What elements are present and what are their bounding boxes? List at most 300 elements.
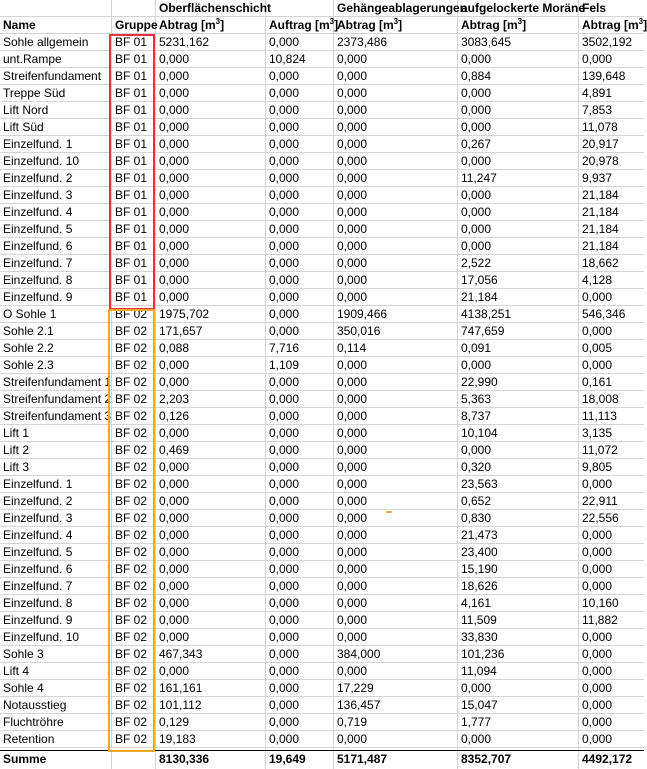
row-gruppe-cell[interactable]: BF 02 [115,341,148,355]
row-oberflaeche-auftrag-cell[interactable]: 0,000 [269,256,300,270]
row-name-cell[interactable]: Einzelfund. 9 [3,290,73,304]
row-gehaenge-abtrag-cell[interactable]: 0,000 [337,69,368,83]
header-oberflaechenschicht[interactable]: Oberflächenschicht [159,1,272,15]
row-gruppe-cell[interactable]: BF 02 [115,579,148,593]
row-oberflaeche-abtrag-cell[interactable]: 0,000 [159,545,190,559]
row-gehaenge-abtrag-cell[interactable]: 0,719 [337,715,368,729]
row-oberflaeche-auftrag-cell[interactable]: 0,000 [269,69,300,83]
row-fels-abtrag-cell[interactable]: 18,662 [582,256,619,270]
row-oberflaeche-abtrag-cell[interactable]: 0,000 [159,477,190,491]
row-fels-abtrag-cell[interactable]: 0,161 [582,375,613,389]
row-name-cell[interactable]: Einzelfund. 8 [3,596,73,610]
row-oberflaeche-auftrag-cell[interactable]: 1,109 [269,358,300,372]
row-oberflaeche-abtrag-cell[interactable]: 0,000 [159,239,190,253]
row-gruppe-cell[interactable]: BF 02 [115,477,148,491]
row-gehaenge-abtrag-cell[interactable]: 0,000 [337,103,368,117]
row-fels-abtrag-cell[interactable]: 3,135 [582,426,613,440]
row-gruppe-cell[interactable]: BF 02 [115,664,148,678]
row-moraene-abtrag-cell[interactable]: 0,884 [461,69,492,83]
row-name-cell[interactable]: Sohle 2.3 [3,358,54,372]
row-gruppe-cell[interactable]: BF 02 [115,443,148,457]
row-oberflaeche-abtrag-cell[interactable]: 0,000 [159,120,190,134]
row-oberflaeche-abtrag-cell[interactable]: 0,000 [159,426,190,440]
row-gruppe-cell[interactable]: BF 02 [115,647,148,661]
row-oberflaeche-abtrag-cell[interactable]: 0,000 [159,222,190,236]
row-gehaenge-abtrag-cell[interactable]: 384,000 [337,647,381,661]
row-gehaenge-abtrag-cell[interactable]: 0,000 [337,52,368,66]
row-gehaenge-abtrag-cell[interactable]: 0,000 [337,596,368,610]
row-oberflaeche-abtrag-cell[interactable]: 0,000 [159,494,190,508]
row-fels-abtrag-cell[interactable]: 21,184 [582,239,619,253]
row-oberflaeche-abtrag-cell[interactable]: 0,129 [159,715,190,729]
row-moraene-abtrag-cell[interactable]: 1,777 [461,715,492,729]
row-oberflaeche-abtrag-cell[interactable]: 0,000 [159,205,190,219]
row-fels-abtrag-cell[interactable]: 0,000 [582,290,613,304]
row-gehaenge-abtrag-cell[interactable]: 0,000 [337,443,368,457]
column-header-abtrag-gehaenge[interactable]: Abtrag $[m^3]$ [337,17,403,32]
row-oberflaeche-auftrag-cell[interactable]: 0,000 [269,443,300,457]
row-fels-abtrag-cell[interactable]: 0,000 [582,52,613,66]
row-oberflaeche-abtrag-cell[interactable]: 0,000 [159,256,190,270]
row-oberflaeche-abtrag-cell[interactable]: 0,000 [159,528,190,542]
row-moraene-abtrag-cell[interactable]: 0,000 [461,443,492,457]
row-fels-abtrag-cell[interactable]: 10,160 [582,596,619,610]
row-fels-abtrag-cell[interactable]: 0,000 [582,545,613,559]
row-oberflaeche-abtrag-cell[interactable]: 2,203 [159,392,190,406]
row-fels-abtrag-cell[interactable]: 0,000 [582,681,613,695]
row-oberflaeche-auftrag-cell[interactable]: 0,000 [269,494,300,508]
row-moraene-abtrag-cell[interactable]: 747,659 [461,324,505,338]
row-gruppe-cell[interactable]: BF 01 [115,205,148,219]
row-oberflaeche-abtrag-cell[interactable]: 1975,702 [159,307,210,321]
row-oberflaeche-abtrag-cell[interactable]: 0,000 [159,664,190,678]
row-gehaenge-abtrag-cell[interactable]: 350,016 [337,324,381,338]
row-oberflaeche-auftrag-cell[interactable]: 0,000 [269,545,300,559]
row-oberflaeche-abtrag-cell[interactable]: 0,000 [159,86,190,100]
row-oberflaeche-auftrag-cell[interactable]: 0,000 [269,681,300,695]
row-oberflaeche-abtrag-cell[interactable]: 171,657 [159,324,203,338]
row-gruppe-cell[interactable]: BF 02 [115,375,148,389]
row-name-cell[interactable]: unt.Rampe [3,52,62,66]
row-gruppe-cell[interactable]: BF 02 [115,562,148,576]
row-name-cell[interactable]: Einzelfund. 8 [3,273,73,287]
row-fels-abtrag-cell[interactable]: 21,184 [582,222,619,236]
row-gruppe-cell[interactable]: BF 02 [115,358,148,372]
row-oberflaeche-abtrag-cell[interactable]: 0,000 [159,579,190,593]
row-gehaenge-abtrag-cell[interactable]: 17,229 [337,681,374,695]
row-oberflaeche-abtrag-cell[interactable]: 0,000 [159,188,190,202]
row-fels-abtrag-cell[interactable]: 0,000 [582,664,613,678]
row-gruppe-cell[interactable]: BF 02 [115,392,148,406]
row-moraene-abtrag-cell[interactable]: 11,509 [461,613,497,627]
summary-gehaenge-abtrag[interactable]: 5171,487 [337,752,388,766]
row-fels-abtrag-cell[interactable]: 11,072 [582,443,618,457]
row-moraene-abtrag-cell[interactable]: 0,000 [461,358,492,372]
row-oberflaeche-abtrag-cell[interactable]: 0,000 [159,103,190,117]
row-oberflaeche-abtrag-cell[interactable]: 19,183 [159,732,196,746]
row-oberflaeche-auftrag-cell[interactable]: 0,000 [269,732,300,746]
row-moraene-abtrag-cell[interactable]: 0,000 [461,205,492,219]
row-gehaenge-abtrag-cell[interactable]: 0,000 [337,528,368,542]
row-gehaenge-abtrag-cell[interactable]: 0,000 [337,222,368,236]
row-name-cell[interactable]: Sohle 2.2 [3,341,54,355]
row-moraene-abtrag-cell[interactable]: 11,247 [461,171,497,185]
row-gruppe-cell[interactable]: BF 02 [115,324,148,338]
row-gruppe-cell[interactable]: BF 01 [115,137,148,151]
row-oberflaeche-auftrag-cell[interactable]: 0,000 [269,205,300,219]
row-fels-abtrag-cell[interactable]: 546,346 [582,307,626,321]
row-gruppe-cell[interactable]: BF 02 [115,698,148,712]
row-gruppe-cell[interactable]: BF 02 [115,460,148,474]
row-moraene-abtrag-cell[interactable]: 11,094 [461,664,497,678]
row-fels-abtrag-cell[interactable]: 0,000 [582,698,613,712]
header-moraene[interactable]: aufgelockerte Moräne [461,1,586,15]
row-name-cell[interactable]: O Sohle 1 [3,307,57,321]
row-name-cell[interactable]: Sohle 4 [3,681,44,695]
row-oberflaeche-auftrag-cell[interactable]: 0,000 [269,86,300,100]
row-oberflaeche-auftrag-cell[interactable]: 0,000 [269,103,300,117]
row-oberflaeche-auftrag-cell[interactable]: 0,000 [269,647,300,661]
row-name-cell[interactable]: Einzelfund. 7 [3,579,73,593]
row-oberflaeche-auftrag-cell[interactable]: 0,000 [269,698,300,712]
row-gruppe-cell[interactable]: BF 01 [115,273,148,287]
row-moraene-abtrag-cell[interactable]: 0,000 [461,222,492,236]
row-gruppe-cell[interactable]: BF 02 [115,613,148,627]
row-moraene-abtrag-cell[interactable]: 3083,645 [461,35,512,49]
row-name-cell[interactable]: Sohle 3 [3,647,44,661]
row-fels-abtrag-cell[interactable]: 11,113 [582,409,617,423]
row-moraene-abtrag-cell[interactable]: 23,563 [461,477,498,491]
row-oberflaeche-auftrag-cell[interactable]: 0,000 [269,477,300,491]
row-fels-abtrag-cell[interactable]: 9,805 [582,460,613,474]
row-gruppe-cell[interactable]: BF 01 [115,154,148,168]
row-moraene-abtrag-cell[interactable]: 15,190 [461,562,498,576]
row-name-cell[interactable]: Einzelfund. 5 [3,222,73,236]
row-oberflaeche-auftrag-cell[interactable]: 0,000 [269,35,300,49]
row-oberflaeche-auftrag-cell[interactable]: 0,000 [269,222,300,236]
summary-oberflaeche-abtrag[interactable]: 8130,336 [159,752,210,766]
row-gehaenge-abtrag-cell[interactable]: 0,000 [337,409,368,423]
row-moraene-abtrag-cell[interactable]: 21,184 [461,290,498,304]
row-gruppe-cell[interactable]: BF 01 [115,52,148,66]
row-name-cell[interactable]: Streifenfundament [3,69,102,83]
row-name-cell[interactable]: Retention [3,732,55,746]
row-name-cell[interactable]: Einzelfund. 10 [3,630,80,644]
row-fels-abtrag-cell[interactable]: 3502,192 [582,35,633,49]
row-gruppe-cell[interactable]: BF 02 [115,409,148,423]
row-oberflaeche-abtrag-cell[interactable]: 0,000 [159,375,190,389]
row-fels-abtrag-cell[interactable]: 11,882 [582,613,618,627]
row-name-cell[interactable]: Einzelfund. 4 [3,528,73,542]
row-oberflaeche-auftrag-cell[interactable]: 0,000 [269,273,300,287]
row-moraene-abtrag-cell[interactable]: 0,000 [461,239,492,253]
row-gehaenge-abtrag-cell[interactable]: 0,000 [337,358,368,372]
row-oberflaeche-auftrag-cell[interactable]: 0,000 [269,392,300,406]
row-gruppe-cell[interactable]: BF 02 [115,681,148,695]
column-header-abtrag-oberflaeche[interactable]: Abtrag $[m^3]$ [159,17,225,32]
row-gehaenge-abtrag-cell[interactable]: 0,000 [337,154,368,168]
row-oberflaeche-auftrag-cell[interactable]: 10,824 [269,52,306,66]
row-fels-abtrag-cell[interactable]: 0,000 [582,358,613,372]
row-fels-abtrag-cell[interactable]: 0,000 [582,528,613,542]
row-oberflaeche-auftrag-cell[interactable]: 0,000 [269,154,300,168]
row-oberflaeche-abtrag-cell[interactable]: 0,000 [159,290,190,304]
row-fels-abtrag-cell[interactable]: 11,078 [582,120,618,134]
row-moraene-abtrag-cell[interactable]: 33,830 [461,630,498,644]
row-gehaenge-abtrag-cell[interactable]: 0,000 [337,86,368,100]
row-oberflaeche-abtrag-cell[interactable]: 0,088 [159,341,190,355]
summary-moraene-abtrag[interactable]: 8352,707 [461,752,512,766]
row-name-cell[interactable]: Einzelfund. 9 [3,613,73,627]
row-oberflaeche-auftrag-cell[interactable]: 0,000 [269,630,300,644]
row-gruppe-cell[interactable]: BF 01 [115,222,148,236]
row-moraene-abtrag-cell[interactable]: 23,400 [461,545,498,559]
summary-fels-abtrag[interactable]: 4492,172 [582,752,633,766]
row-gehaenge-abtrag-cell[interactable]: 0,000 [337,511,368,525]
row-oberflaeche-abtrag-cell[interactable]: 0,000 [159,460,190,474]
row-moraene-abtrag-cell[interactable]: 101,236 [461,647,505,661]
row-fels-abtrag-cell[interactable]: 18,008 [582,392,619,406]
row-oberflaeche-abtrag-cell[interactable]: 0,126 [159,409,190,423]
row-gruppe-cell[interactable]: BF 01 [115,290,148,304]
row-gehaenge-abtrag-cell[interactable]: 0,000 [337,732,368,746]
row-gehaenge-abtrag-cell[interactable]: 0,000 [337,205,368,219]
row-oberflaeche-abtrag-cell[interactable]: 467,343 [159,647,203,661]
row-oberflaeche-auftrag-cell[interactable]: 0,000 [269,324,300,338]
row-gehaenge-abtrag-cell[interactable]: 2373,486 [337,35,388,49]
row-gehaenge-abtrag-cell[interactable]: 0,114 [337,341,367,355]
row-gruppe-cell[interactable]: BF 02 [115,715,148,729]
row-gruppe-cell[interactable]: BF 01 [115,69,148,83]
row-moraene-abtrag-cell[interactable]: 0,267 [461,137,492,151]
row-fels-abtrag-cell[interactable]: 0,000 [582,732,613,746]
row-name-cell[interactable]: Fluchtröhre [3,715,64,729]
row-name-cell[interactable]: Einzelfund. 4 [3,205,73,219]
row-moraene-abtrag-cell[interactable]: 0,000 [461,86,492,100]
row-oberflaeche-abtrag-cell[interactable]: 0,000 [159,137,190,151]
row-fels-abtrag-cell[interactable]: 0,000 [582,324,613,338]
row-gehaenge-abtrag-cell[interactable]: 1909,466 [337,307,388,321]
row-oberflaeche-abtrag-cell[interactable]: 0,000 [159,273,190,287]
row-fels-abtrag-cell[interactable]: 22,556 [582,511,619,525]
row-gehaenge-abtrag-cell[interactable]: 0,000 [337,664,368,678]
row-fels-abtrag-cell[interactable]: 21,184 [582,188,619,202]
row-gruppe-cell[interactable]: BF 02 [115,630,148,644]
row-oberflaeche-auftrag-cell[interactable]: 0,000 [269,596,300,610]
row-moraene-abtrag-cell[interactable]: 22,990 [461,375,498,389]
row-name-cell[interactable]: Einzelfund. 2 [3,494,73,508]
row-gruppe-cell[interactable]: BF 01 [115,239,148,253]
row-name-cell[interactable]: Einzelfund. 1 [3,477,73,491]
row-moraene-abtrag-cell[interactable]: 0,091 [461,341,492,355]
row-fels-abtrag-cell[interactable]: 0,000 [582,579,613,593]
row-name-cell[interactable]: Lift 2 [3,443,30,457]
row-name-cell[interactable]: Lift Nord [3,103,49,117]
row-oberflaeche-auftrag-cell[interactable]: 0,000 [269,188,300,202]
row-gehaenge-abtrag-cell[interactable]: 0,000 [337,562,368,576]
row-oberflaeche-auftrag-cell[interactable]: 0,000 [269,426,300,440]
row-gehaenge-abtrag-cell[interactable]: 0,000 [337,256,368,270]
column-header-auftrag[interactable]: Auftrag $[m^3]$ [269,17,339,32]
row-gruppe-cell[interactable]: BF 01 [115,35,148,49]
row-oberflaeche-abtrag-cell[interactable]: 0,469 [159,443,190,457]
row-moraene-abtrag-cell[interactable]: 4,161 [461,596,492,610]
row-gehaenge-abtrag-cell[interactable]: 0,000 [337,392,368,406]
row-gruppe-cell[interactable]: BF 01 [115,86,148,100]
row-moraene-abtrag-cell[interactable]: 0,000 [461,52,492,66]
column-header-gruppe[interactable]: Gruppe [115,18,158,32]
row-gehaenge-abtrag-cell[interactable]: 0,000 [337,579,368,593]
row-moraene-abtrag-cell[interactable]: 17,056 [461,273,498,287]
row-gruppe-cell[interactable]: BF 02 [115,545,148,559]
row-fels-abtrag-cell[interactable]: 139,648 [582,69,626,83]
row-gehaenge-abtrag-cell[interactable]: 0,000 [337,613,368,627]
row-gruppe-cell[interactable]: BF 01 [115,256,148,270]
header-fels[interactable]: Fels [582,1,607,15]
row-gehaenge-abtrag-cell[interactable]: 0,000 [337,188,368,202]
row-oberflaeche-abtrag-cell[interactable]: 0,000 [159,630,190,644]
row-fels-abtrag-cell[interactable]: 4,128 [582,273,613,287]
row-name-cell[interactable]: Einzelfund. 3 [3,511,73,525]
row-gehaenge-abtrag-cell[interactable]: 0,000 [337,375,368,389]
row-moraene-abtrag-cell[interactable]: 5,363 [461,392,492,406]
row-oberflaeche-abtrag-cell[interactable]: 0,000 [159,69,190,83]
row-oberflaeche-auftrag-cell[interactable]: 0,000 [269,664,300,678]
row-oberflaeche-abtrag-cell[interactable]: 101,112 [159,698,202,712]
row-name-cell[interactable]: Sohle allgemein [3,35,89,49]
row-moraene-abtrag-cell[interactable]: 0,000 [461,681,492,695]
row-fels-abtrag-cell[interactable]: 21,184 [582,205,619,219]
row-name-cell[interactable]: Lift 4 [3,664,30,678]
row-gehaenge-abtrag-cell[interactable]: 0,000 [337,630,368,644]
row-oberflaeche-abtrag-cell[interactable]: 0,000 [159,358,190,372]
row-oberflaeche-abtrag-cell[interactable]: 161,161 [159,681,203,695]
row-gruppe-cell[interactable]: BF 02 [115,511,148,525]
row-gruppe-cell[interactable]: BF 02 [115,494,148,508]
column-header-abtrag-fels[interactable]: Abtrag $[m^3]$ [582,17,647,32]
row-oberflaeche-auftrag-cell[interactable]: 0,000 [269,613,300,627]
row-gruppe-cell[interactable]: BF 02 [115,528,148,542]
row-moraene-abtrag-cell[interactable]: 2,522 [461,256,492,270]
row-moraene-abtrag-cell[interactable]: 0,320 [461,460,492,474]
row-oberflaeche-abtrag-cell[interactable]: 0,000 [159,596,190,610]
row-moraene-abtrag-cell[interactable]: 15,047 [461,698,498,712]
row-name-cell[interactable]: Einzelfund. 6 [3,562,73,576]
row-gehaenge-abtrag-cell[interactable]: 0,000 [337,460,368,474]
row-gruppe-cell[interactable]: BF 01 [115,188,148,202]
row-gruppe-cell[interactable]: BF 01 [115,103,148,117]
row-name-cell[interactable]: Treppe Süd [3,86,66,100]
row-moraene-abtrag-cell[interactable]: 18,626 [461,579,498,593]
row-gehaenge-abtrag-cell[interactable]: 0,000 [337,137,368,151]
row-name-cell[interactable]: Einzelfund. 10 [3,154,80,168]
row-moraene-abtrag-cell[interactable]: 0,000 [461,154,492,168]
row-gehaenge-abtrag-cell[interactable]: 0,000 [337,239,368,253]
row-oberflaeche-auftrag-cell[interactable]: 0,000 [269,375,300,389]
row-moraene-abtrag-cell[interactable]: 0,000 [461,103,492,117]
row-moraene-abtrag-cell[interactable]: 0,000 [461,732,492,746]
row-oberflaeche-abtrag-cell[interactable]: 0,000 [159,171,190,185]
row-name-cell[interactable]: Lift 1 [3,426,30,440]
row-name-cell[interactable]: Streifenfundament 2 [3,392,112,406]
row-oberflaeche-auftrag-cell[interactable]: 0,000 [269,579,300,593]
column-header-abtrag-moraene[interactable]: Abtrag $[m^3]$ [461,17,527,32]
row-oberflaeche-auftrag-cell[interactable]: 0,000 [269,307,300,321]
row-oberflaeche-auftrag-cell[interactable]: 0,000 [269,290,300,304]
row-oberflaeche-abtrag-cell[interactable]: 0,000 [159,613,190,627]
row-fels-abtrag-cell[interactable]: 7,853 [582,103,613,117]
row-oberflaeche-abtrag-cell[interactable]: 0,000 [159,562,190,576]
row-name-cell[interactable]: Sohle 2.1 [3,324,54,338]
row-gehaenge-abtrag-cell[interactable]: 0,000 [337,273,368,287]
row-oberflaeche-auftrag-cell[interactable]: 0,000 [269,460,300,474]
row-fels-abtrag-cell[interactable]: 20,917 [582,137,619,151]
row-oberflaeche-abtrag-cell[interactable]: 0,000 [159,511,190,525]
row-moraene-abtrag-cell[interactable]: 0,000 [461,120,492,134]
row-oberflaeche-auftrag-cell[interactable]: 0,000 [269,409,300,423]
row-name-cell[interactable]: Einzelfund. 1 [3,137,73,151]
row-moraene-abtrag-cell[interactable]: 0,652 [461,494,492,508]
row-fels-abtrag-cell[interactable]: 0,005 [582,341,613,355]
row-gehaenge-abtrag-cell[interactable]: 0,000 [337,426,368,440]
row-gruppe-cell[interactable]: BF 02 [115,596,148,610]
row-name-cell[interactable]: Streifenfundament 3 [3,409,112,423]
row-oberflaeche-auftrag-cell[interactable]: 0,000 [269,171,300,185]
row-name-cell[interactable]: Lift Süd [3,120,44,134]
row-oberflaeche-auftrag-cell[interactable]: 0,000 [269,137,300,151]
row-gehaenge-abtrag-cell[interactable]: 0,000 [337,494,368,508]
row-name-cell[interactable]: Streifenfundament 1 [3,375,112,389]
row-oberflaeche-auftrag-cell[interactable]: 0,000 [269,120,300,134]
row-fels-abtrag-cell[interactable]: 0,000 [582,562,613,576]
row-gruppe-cell[interactable]: BF 02 [115,732,148,746]
row-oberflaeche-abtrag-cell[interactable]: 0,000 [159,154,190,168]
row-oberflaeche-auftrag-cell[interactable]: 0,000 [269,239,300,253]
row-oberflaeche-auftrag-cell[interactable]: 0,000 [269,528,300,542]
row-moraene-abtrag-cell[interactable]: 8,737 [461,409,492,423]
row-gehaenge-abtrag-cell[interactable]: 0,000 [337,290,368,304]
column-header-name[interactable]: Name [3,18,36,32]
row-moraene-abtrag-cell[interactable]: 0,830 [461,511,492,525]
row-moraene-abtrag-cell[interactable]: 4138,251 [461,307,512,321]
row-oberflaeche-auftrag-cell[interactable]: 0,000 [269,715,300,729]
row-oberflaeche-abtrag-cell[interactable]: 0,000 [159,52,190,66]
row-moraene-abtrag-cell[interactable]: 10,104 [461,426,498,440]
row-fels-abtrag-cell[interactable]: 0,000 [582,647,613,661]
row-fels-abtrag-cell[interactable]: 0,000 [582,630,613,644]
row-name-cell[interactable]: Einzelfund. 6 [3,239,73,253]
row-gehaenge-abtrag-cell[interactable]: 0,000 [337,171,368,185]
row-name-cell[interactable]: Einzelfund. 3 [3,188,73,202]
row-oberflaeche-auftrag-cell[interactable]: 0,000 [269,562,300,576]
row-fels-abtrag-cell[interactable]: 0,000 [582,477,613,491]
row-fels-abtrag-cell[interactable]: 22,911 [582,494,618,508]
row-gehaenge-abtrag-cell[interactable]: 0,000 [337,477,368,491]
row-name-cell[interactable]: Einzelfund. 7 [3,256,73,270]
row-gehaenge-abtrag-cell[interactable]: 0,000 [337,120,368,134]
row-gruppe-cell[interactable]: BF 02 [115,426,148,440]
row-gruppe-cell[interactable]: BF 01 [115,120,148,134]
row-gruppe-cell[interactable]: BF 01 [115,171,148,185]
row-oberflaeche-abtrag-cell[interactable]: 5231,162 [159,35,210,49]
row-oberflaeche-auftrag-cell[interactable]: 0,000 [269,511,300,525]
row-fels-abtrag-cell[interactable]: 9,937 [582,171,613,185]
row-moraene-abtrag-cell[interactable]: 21,473 [461,528,498,542]
row-name-cell[interactable]: Lift 3 [3,460,30,474]
summary-label[interactable]: Summe [3,752,47,766]
row-fels-abtrag-cell[interactable]: 20,978 [582,154,619,168]
row-fels-abtrag-cell[interactable]: 0,000 [582,715,613,729]
